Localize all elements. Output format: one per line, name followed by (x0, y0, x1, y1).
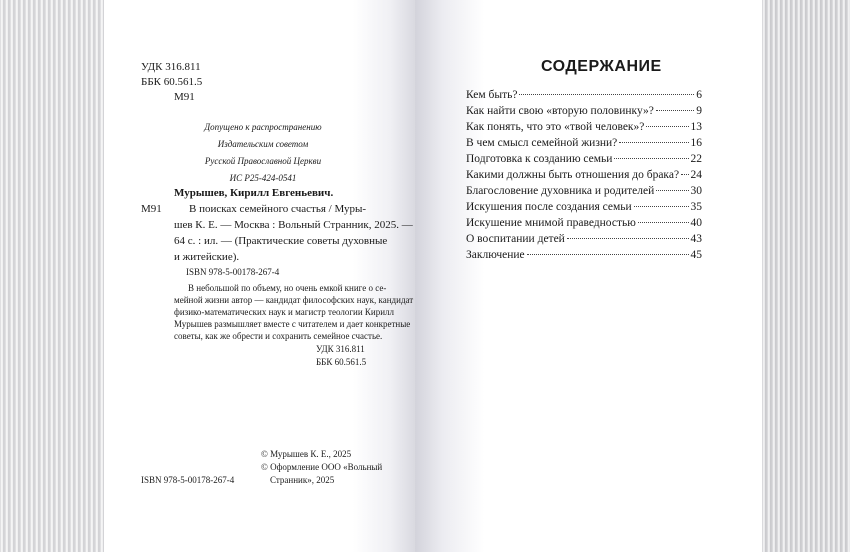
udk-code: УДК 316.811 (141, 61, 201, 73)
toc-item-page: 13 (690, 121, 702, 133)
record-mark: М91 (141, 203, 162, 215)
annotation-block (174, 282, 413, 342)
page-edges-left (0, 0, 104, 552)
record-line: В поисках семейного счастья / Муры- (189, 203, 367, 215)
toc-leader (646, 126, 688, 127)
toc-leader (656, 110, 694, 111)
toc-item (466, 200, 702, 214)
toc-item (466, 120, 702, 134)
toc-leader (638, 222, 689, 223)
bbk-code: ББК 60.561.5 (141, 76, 203, 88)
annotation-line: Мурышев размышляет вместе с читателем и дает конкретные (174, 319, 411, 329)
toc-item-page: 9 (696, 105, 702, 117)
udk-code-footer: УДК 316.811 (316, 344, 365, 354)
toc-item-title: Кем быть? (466, 89, 518, 101)
approval-line: Допущено к распространению (204, 122, 322, 132)
page-title: СОДЕРЖАНИЕ (541, 58, 662, 75)
toc-item (466, 168, 702, 182)
toc-item-title: Искушения после создания семьи (466, 201, 632, 213)
author-mark: М91 (174, 91, 195, 103)
approval-line: ИС Р25-424-0541 (229, 173, 297, 183)
toc-leader (634, 206, 689, 207)
toc-item (466, 184, 702, 198)
toc-leader (567, 238, 689, 239)
toc-item-title: Искушение мнимой праведностью (466, 217, 636, 229)
toc-item-title: О воспитании детей (466, 233, 565, 245)
toc-item-page: 43 (690, 233, 702, 245)
annotation-line: физико-математических наук и магистр теологии Кирилл (174, 307, 395, 317)
record-line: 64 с. : ил. — (Практические советы духовные (174, 235, 388, 247)
toc-item-page: 6 (696, 89, 702, 101)
toc-leader (614, 158, 688, 159)
toc-item-page: 30 (690, 185, 702, 197)
record-line: шев К. Е. — Москва : Вольный Странник, 2025. — (174, 219, 413, 231)
toc-item-page: 35 (690, 201, 702, 213)
author-heading: Мурышев, Кирилл Евгеньевич. (174, 187, 334, 199)
toc-leader (527, 254, 689, 255)
toc-item (466, 88, 702, 102)
toc-item-title: В чем смысл семейной жизни? (466, 137, 618, 149)
toc-item-title: Подготовка к созданию семьи (466, 153, 613, 165)
toc-item (466, 216, 702, 230)
toc-item-title: Как понять, что это «твой человек»? (466, 121, 645, 133)
toc-item (466, 104, 702, 118)
toc-item-title: Заключение (466, 249, 525, 261)
copyright-author: © Мурышев К. Е., 2025 (261, 449, 352, 459)
record-line: и житейские). (174, 251, 240, 263)
annotation-line: мейной жизни автор — кандидат философских наук, кандидат (174, 295, 414, 305)
approval-block (196, 121, 330, 185)
annotation-line: советы, как же обрести и сохранить семейное счастье. (174, 331, 383, 341)
toc-item-title: Какими должны быть отношения до брака? (466, 169, 680, 181)
toc-item-page: 24 (690, 169, 702, 181)
bbk-code-footer: ББК 60.561.5 (316, 357, 367, 367)
isbn-bottom: ISBN 978-5-00178-267-4 (141, 475, 235, 485)
toc-leader (519, 94, 694, 95)
toc-leader (681, 174, 688, 175)
isbn-record: ISBN 978-5-00178-267-4 (186, 267, 280, 277)
toc-item-title: Благословение духовника и родителей (466, 185, 655, 197)
approval-line: Издательским советом (217, 139, 309, 149)
toc-item-page: 16 (690, 137, 702, 149)
annotation-line: В небольшой по объему, но очень емкой книге о се- (188, 283, 387, 293)
toc-item-title: Как найти свою «вторую половинку»? (466, 105, 654, 117)
copyright-design: © Оформление ООО «Вольный (261, 462, 383, 472)
approval-line: Русской Православной Церкви (204, 156, 322, 166)
toc-leader (656, 190, 688, 191)
toc-item-page: 22 (690, 153, 702, 165)
copyright-design-cont: Странник», 2025 (270, 475, 335, 485)
right-page (415, 0, 762, 552)
toc-item (466, 136, 702, 150)
toc-item (466, 232, 702, 246)
toc-item (466, 152, 702, 166)
toc-item-page: 40 (690, 217, 702, 229)
toc-leader (619, 142, 688, 143)
toc-item-page: 45 (690, 249, 702, 261)
toc-item (466, 248, 702, 262)
page-edges-right (762, 0, 850, 552)
